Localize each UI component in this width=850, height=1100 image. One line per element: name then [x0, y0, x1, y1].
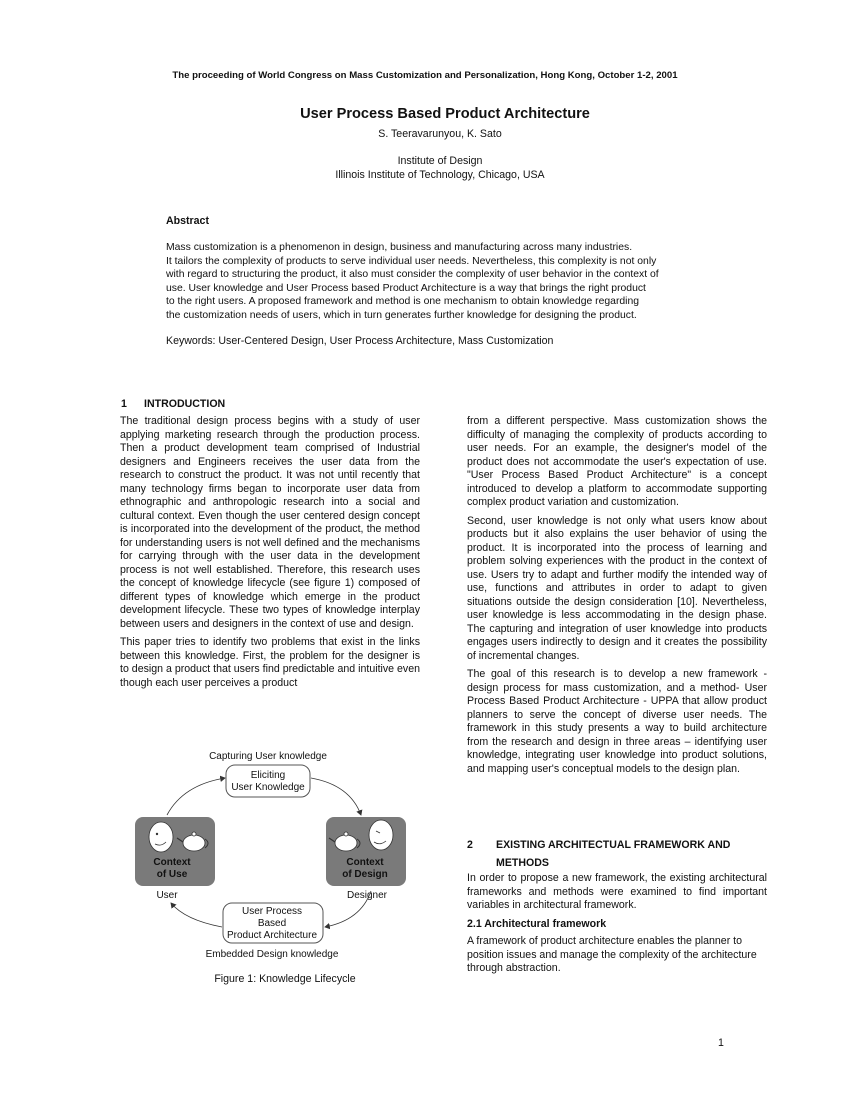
paragraph: A framework of product architecture enables the planner to position issues and manage the complexity of the architecture through abstraction. [467, 935, 757, 974]
paragraph: This paper tries to identify two problems that exist in the links between this knowledge. First, the problem for the designer is to design a product that users find predictable and intuitive even though each user perceives a product [120, 636, 420, 689]
arrow-top-left [167, 778, 225, 815]
abstract-line: the customization needs of users, which in turn generates further knowledge for designing the product. [166, 309, 637, 321]
subsection-2-1-heading: 2.1 Architectural framework [467, 917, 607, 930]
right-caption: Designer [346, 890, 388, 901]
bottom-box-line-2: Based [257, 918, 287, 929]
figure-knowledge-lifecycle [125, 745, 425, 995]
section-title-line-1: EXISTING ARCHITECTUAL FRAMEWORK AND [496, 839, 731, 851]
paper-institute: Institute of Design [397, 155, 483, 167]
abstract-line: with regard to structuring the product, it also must consider the complexity of user behavior in the context of [166, 269, 659, 280]
left-box-line-2: of Use [156, 869, 188, 880]
paragraph: In order to propose a new framework, the existing architectural frameworks and methods were examined to find important variables in architectural framework. [467, 872, 767, 911]
paper-title: User Process Based Product Architecture [300, 106, 590, 122]
abstract-line: to the right users. A proposed framework and method is one mechanism to obtain knowledge regarding [166, 296, 640, 307]
abstract-line: Mass customization is a phenomenon in design, business and manufacturing across many industries. [166, 242, 633, 253]
designer-head-icon [369, 820, 393, 850]
abstract-heading: Abstract [166, 215, 209, 227]
user-head-icon [149, 822, 173, 852]
section-number: 2 [467, 839, 473, 851]
teapot-icon [335, 835, 357, 851]
section-2-heading [467, 836, 767, 854]
section-title-line-2: METHODS [496, 857, 549, 869]
bottom-box-line-1: User Process [241, 906, 303, 917]
section-1-heading [121, 398, 225, 410]
arrow-top-right [311, 778, 361, 815]
paragraph: from a different perspective. Mass customization shows the difficulty of managing the complexity of products according to user needs. For an example, the designer's model of the product does not accommodate the user's expectation of use. "User Process Based Product Architecture" is a concept introduced to develop a platform to accommodate supporting complex product variation and customization. [467, 415, 767, 508]
abstract-body [166, 241, 736, 322]
teapot-icon [183, 835, 205, 851]
page-number: 1 [718, 1037, 724, 1049]
figure-caption: Figure 1: Knowledge Lifecycle [214, 973, 356, 985]
bottom-label: Embedded Design knowledge [205, 949, 339, 960]
paragraph: The traditional design process begins with a study of user applying marketing research through the production process. Then a product development team comprised of Industrial designers and Engineers receives the user data from the research to construct the product. It was not until recently that many technology firms began to incorporate user data from ethnographic and anthropologic research into a social and cultural context. Even though the user centered design concept is incorporated into the development of the product, the method for understanding users is not well defined and the mechanisms for carrying through with the user data in the development process is not well established. Therefore, this research uses the concept of knowledge lifecycle (see figure 1) composed of different types of knowledge which emerge in the product development lifecycle. These two types of knowledge interplay between users and designers in the context of use and design. [120, 415, 420, 630]
right-box-line-2: of Design [342, 869, 388, 880]
left-column [120, 415, 420, 695]
left-caption: User [156, 890, 178, 901]
section-number: 1 [121, 398, 127, 410]
right-column [467, 415, 767, 781]
top-label: Capturing User knowledge [209, 751, 327, 762]
right-box-line-1: Context [346, 857, 384, 868]
bottom-box-line-3: Product Architecture [226, 930, 318, 941]
top-box-line-2: User Knowledge [231, 782, 305, 793]
top-box-line-1: Eliciting [250, 770, 286, 781]
section-2 [467, 836, 767, 981]
paper-authors: S. Teeravarunyou, K. Sato [378, 128, 502, 140]
paper-affiliation: Illinois Institute of Technology, Chicago, USA [335, 169, 545, 181]
left-box-line-1: Context [153, 857, 191, 868]
abstract-line: use. User knowledge and User Process based Product Architecture is a way that brings the right product [166, 282, 646, 294]
paragraph: The goal of this research is to develop a new framework - design process for mass customization, and a method- User Process Based Product Architecture - UPPA that allow product planners to serve the concept of diverse user needs. The framework in this study presents a way to build architecture from the research and design in three areas – identifying user knowledge, integrating user knowledge into product solutions, and mapping user's conceptual models to the design plan. [467, 668, 767, 775]
proceeding-header: The proceeding of World Congress on Mass Customization and Personalization, Hong Kong, October 1-2, 2001 [172, 70, 678, 81]
section-title: INTRODUCTION [144, 398, 226, 410]
arrow-bottom-left [171, 903, 222, 927]
abstract-line: It tailors the complexity of products to serve individual user needs. Nevertheless, this complexity is not only [166, 255, 657, 267]
paragraph: Second, user knowledge is not only what users know about products but it also explains the user behavior of using the product. It is incorporated into the process of learning and problem solving experiences with the product in the context of use. Users try to adapt and further modify the intended way of use, functions and attributes in order to adapt to given situations outside the design consideration [10]. Nevertheless, user knowledge is less accommodating in the design phase. The capturing and integration of user knowledge into products engages users indirectly to design and it creates the possibility of incremental changes. [467, 514, 767, 662]
keywords: Keywords: User-Centered Design, User Process Architecture, Mass Customization [166, 335, 554, 347]
